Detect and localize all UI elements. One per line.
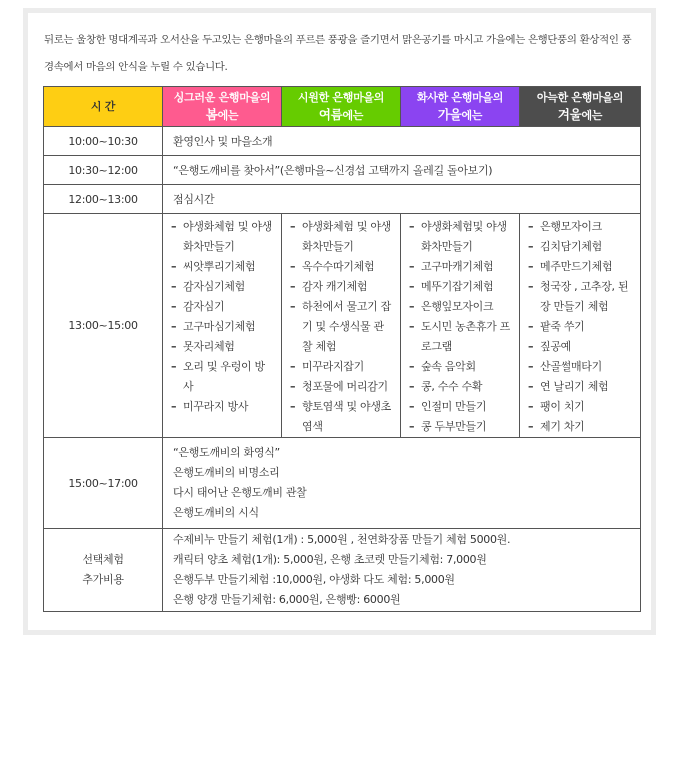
extra-label xyxy=(44,529,163,612)
list-item: – 메주만드기체험 xyxy=(528,257,634,277)
list-item: – 팽이 치기 xyxy=(528,397,634,417)
header-autumn-season: 가을 xyxy=(437,107,462,122)
list-item: – 고구마심기체험 xyxy=(171,317,275,337)
header-row xyxy=(44,87,641,127)
header-autumn-line1: 화사한 은행마을의 xyxy=(416,91,504,104)
list-item: – 숲속 음악회 xyxy=(409,357,513,377)
extra-row xyxy=(44,529,641,612)
list-item: – 향토염색 및 야생초 염색 xyxy=(290,397,394,437)
list-item: – 짚공예 xyxy=(528,337,634,357)
header-autumn xyxy=(401,87,520,127)
list-item: – 감자심기 xyxy=(171,297,275,317)
evening-text xyxy=(163,438,641,529)
header-winter-suffix: 에는 xyxy=(581,109,603,122)
winter-activities xyxy=(520,214,641,438)
list-item: – 고구마캐기체험 xyxy=(409,257,513,277)
row-time: 12:00~13:00 xyxy=(44,185,163,214)
extra-label-line1: 선택체험 xyxy=(82,553,124,566)
row-time: 10:30~12:00 xyxy=(44,156,163,185)
table-row xyxy=(44,127,641,156)
header-summer xyxy=(282,87,401,127)
activities-row xyxy=(44,214,641,438)
list-item: – 김치담기체험 xyxy=(528,237,634,257)
header-summer-line1: 시원한 은행마을의 xyxy=(297,91,385,104)
list-item: – 연 날리기 체험 xyxy=(528,377,634,397)
list-item: – 콩 두부만들기 xyxy=(409,417,513,437)
extra-text xyxy=(163,529,641,612)
header-time: 시 간 xyxy=(44,87,163,127)
evening-time: 15:00~17:00 xyxy=(44,438,163,529)
list-item: – 콩, 수수 수확 xyxy=(409,377,513,397)
list-item: – 야생화체험 및 야생화차만들기 xyxy=(290,217,394,257)
header-spring xyxy=(163,87,282,127)
header-spring-line1: 싱그러운 은행마을의 xyxy=(173,91,271,104)
row-text: 점심시간 xyxy=(163,185,641,214)
header-winter-line1: 아늑한 은행마을의 xyxy=(536,91,624,104)
extra-line: 캐릭터 양초 체험(1개): 5,000원, 은행 초코렛 만들기체험: 7,000원 xyxy=(173,553,487,566)
header-spring-season: 봄 xyxy=(205,107,218,122)
header-winter xyxy=(520,87,641,127)
extra-line: 수제비누 만들기 체험(1개) : 5,000원 , 천연화장품 만들기 체험 5000원. xyxy=(173,533,511,546)
intro-text: 뒤로는 울창한 명대계곡과 오서산을 두고있는 은행마을의 푸르른 풍광을 즐기면서 맑은공기를 마시고 가을에는 은행단풍의 환상적인 풍경속에서 마음의 안식을 누릴 수 있습니다. xyxy=(44,34,632,73)
extra-label-line2: 추가비용 xyxy=(82,573,124,586)
list-item: – 씨앗뿌리기체험 xyxy=(171,257,275,277)
evening-line: “은행도깨비의 화영식” xyxy=(173,446,280,459)
list-item: – 옥수수따기체험 xyxy=(290,257,394,277)
header-summer-suffix: 에는 xyxy=(342,109,364,122)
list-item: – 산골썰매타기 xyxy=(528,357,634,377)
header-winter-season: 겨울 xyxy=(557,107,582,122)
list-item: – 도시민 농촌휴가 프로그램 xyxy=(409,317,513,357)
content-frame xyxy=(23,8,656,635)
list-item: – 하천에서 물고기 잡기 및 수생식물 관찰 체험 xyxy=(290,297,394,357)
list-item: – 인절미 만들기 xyxy=(409,397,513,417)
extra-line: 은행두부 만들기체험 :10,000원, 야생화 다도 체험: 5,000원 xyxy=(173,573,455,586)
list-item: – 메뚜기잡기체험 xyxy=(409,277,513,297)
list-item: – 은행모자이크 xyxy=(528,217,634,237)
list-item: – 야생화체험및 야생화차만들기 xyxy=(409,217,513,257)
list-item: – 감자심기체험 xyxy=(171,277,275,297)
list-item: – 미꾸라지 방사 xyxy=(171,397,275,417)
summer-activities xyxy=(282,214,401,438)
extra-line: 은행 양갱 만들기체험: 6,000원, 은행빵: 6000원 xyxy=(173,593,401,606)
list-item: – 제기 차기 xyxy=(528,417,634,437)
list-item: – 오리 및 우렁이 방사 xyxy=(171,357,275,397)
spring-activities xyxy=(163,214,282,438)
header-summer-season: 여름 xyxy=(318,107,343,122)
table-row xyxy=(44,156,641,185)
autumn-activities xyxy=(401,214,520,438)
table-row xyxy=(44,185,641,214)
evening-row xyxy=(44,438,641,529)
list-item: – 청국장 , 고추장, 된장 만들기 체험 xyxy=(528,277,634,317)
list-item: – 못자리체험 xyxy=(171,337,275,357)
list-item: – 은행잎모자이크 xyxy=(409,297,513,317)
list-item: – 야생화체험 및 야생화차만들기 xyxy=(171,217,275,257)
evening-line: 은행도깨비의 시식 xyxy=(173,506,259,519)
list-item: – 미꾸라지잡기 xyxy=(290,357,394,377)
activities-time: 13:00~15:00 xyxy=(44,214,163,438)
list-item: – 팥죽 쑤기 xyxy=(528,317,634,337)
schedule-table xyxy=(43,86,641,612)
row-text: “은행도깨비를 찾아서”(은행마을~신경섭 고택까지 올레길 돌아보기) xyxy=(163,156,641,185)
header-autumn-suffix: 에는 xyxy=(461,109,483,122)
list-item: – 감자 캐기체험 xyxy=(290,277,394,297)
row-text: 환영인사 및 마을소개 xyxy=(163,127,641,156)
header-spring-suffix: 에는 xyxy=(217,109,239,122)
row-time: 10:00~10:30 xyxy=(44,127,163,156)
evening-line: 은행도깨비의 비명소리 xyxy=(173,466,280,479)
list-item: – 청포물에 머리감기 xyxy=(290,377,394,397)
evening-line: 다시 태어난 은행도깨비 관찰 xyxy=(173,486,307,499)
